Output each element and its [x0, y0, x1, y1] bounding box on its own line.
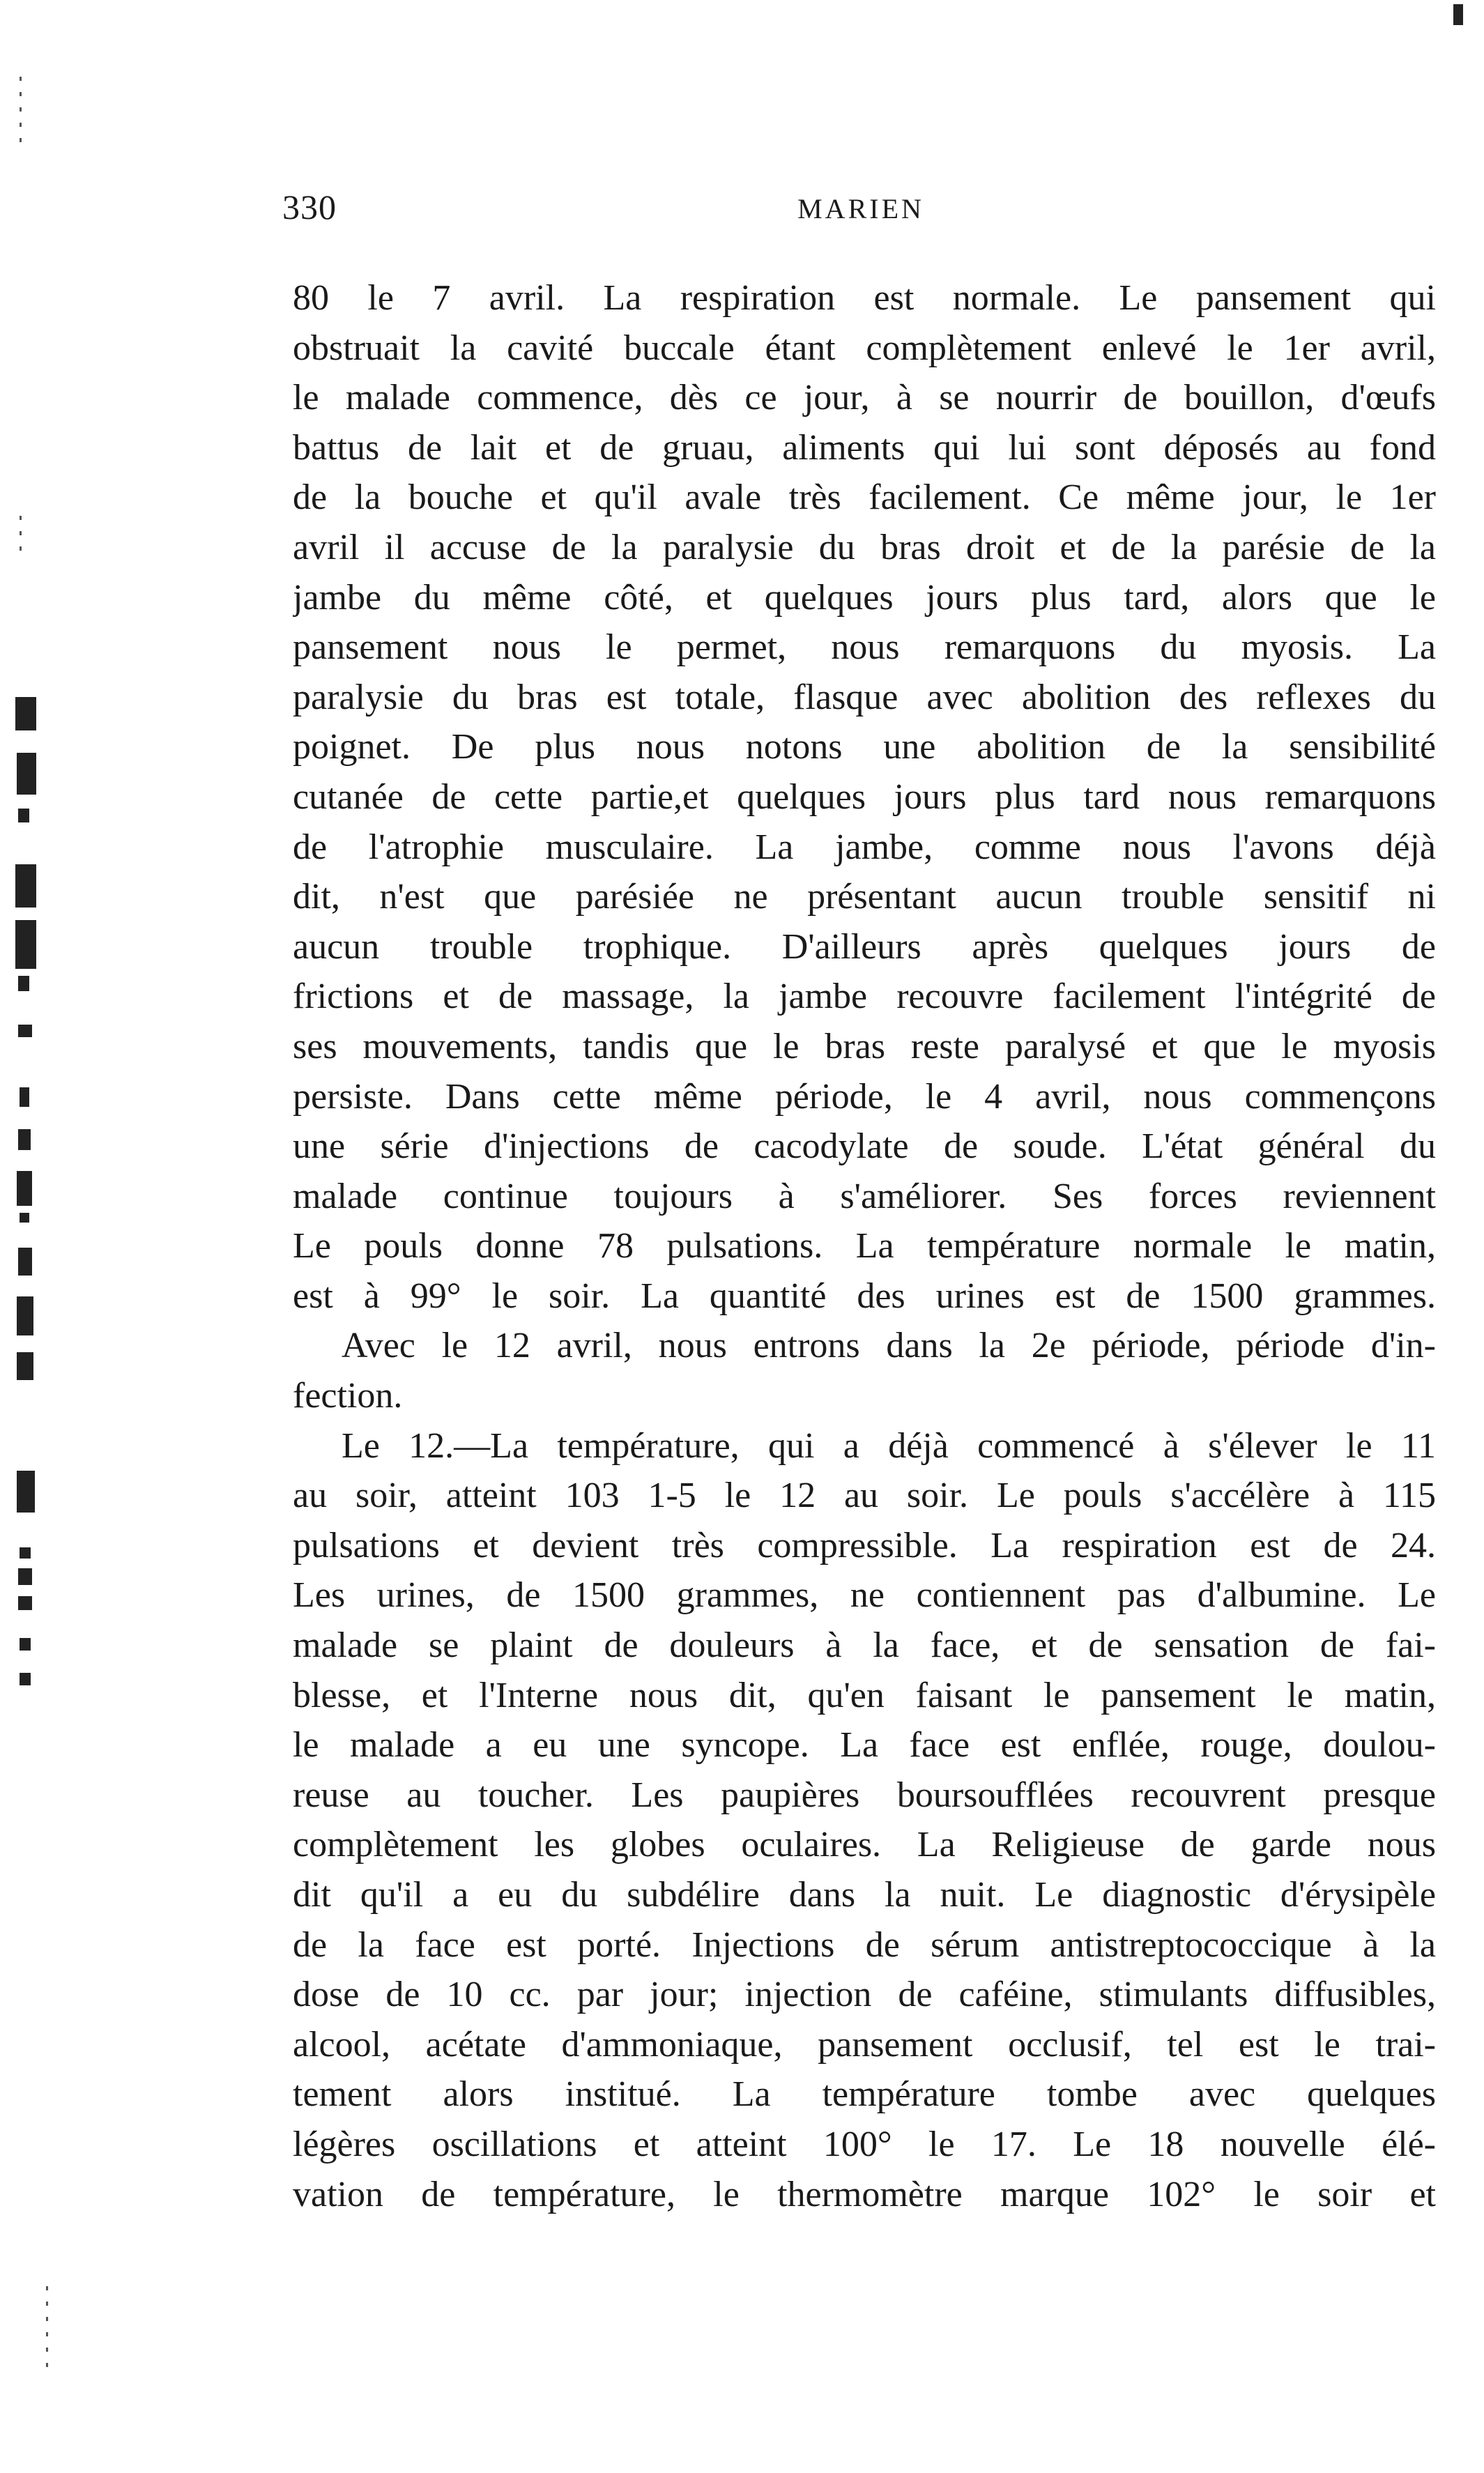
margin-bleed-mark — [18, 1129, 31, 1150]
text-line: battus de lait et de gruau, aliments qui lui sont déposés au fond — [293, 427, 1436, 468]
text-line: avril il accuse de la paralysie du bras droit et de la parésie de la — [293, 527, 1436, 567]
text-line: Le pouls donne 78 pulsations. La température normale le matin, — [293, 1226, 1436, 1266]
corner-scan-mark — [1453, 4, 1463, 25]
text-line: Les urines, de 1500 grammes, ne contiennent pas d'albumine. Le — [293, 1575, 1436, 1616]
margin-bleed-mark — [17, 1296, 33, 1335]
text-line: reuse au toucher. Les paupières boursoufflées recouvrent presque — [293, 1775, 1436, 1815]
text-line: dit, n'est que parésiée ne présentant aucun trouble sensitif ni — [293, 877, 1436, 917]
text-line: est à 99° le soir. La quantité des urines est de 1500 grammes. — [293, 1276, 1436, 1316]
margin-bleed-mark — [20, 1213, 29, 1223]
text-line: de la face est porté. Injections de sérum antistreptococcique à la — [293, 1924, 1436, 1965]
page-header — [282, 187, 1439, 236]
text-line: de l'atrophie musculaire. La jambe, comme nous l'avons déjà — [293, 827, 1436, 867]
text-line: tement alors institué. La température tombe avec quelques — [293, 2074, 1436, 2115]
text-line: vation de température, le thermomètre marque 102° le soir et — [293, 2174, 1436, 2214]
body-text — [293, 273, 1436, 2219]
text-line: complètement les globes oculaires. La Religieuse de garde nous — [293, 1825, 1436, 1865]
text-line: dit qu'il a eu du subdélire dans la nuit. Le diagnostic d'érysipèle — [293, 1875, 1436, 1915]
margin-bleed-mark — [18, 1025, 32, 1037]
text-line: pulsations et devient très compressible. La respiration est de 24. — [293, 1525, 1436, 1565]
text-line: aucun trouble trophique. D'ailleurs après quelques jours de — [293, 926, 1436, 967]
text-line: au soir, atteint 103 1-5 le 12 au soir. Le pouls s'accélère à 115 — [293, 1476, 1436, 1516]
margin-bleed-mark — [18, 1596, 32, 1610]
margin-scan-marks-bottom — [46, 2286, 48, 2370]
page-number: 330 — [282, 187, 337, 227]
margin-bleed-mark — [20, 1087, 29, 1107]
text-line: blesse, et l'Interne nous dit, qu'en faisant le pansement le matin, — [293, 1675, 1436, 1715]
margin-bleed-mark — [17, 753, 36, 795]
paragraph-end-line: fection. — [293, 1376, 403, 1416]
margin-bleed-mark — [17, 1471, 35, 1513]
text-line: persiste. Dans cette même période, le 4 avril, nous commençons — [293, 1076, 1436, 1117]
text-line: alcool, acétate d'ammoniaque, pansement occlusif, tel est le trai- — [293, 2024, 1436, 2065]
text-line: jambe du même côté, et quelques jours plus tard, alors que le — [293, 577, 1436, 618]
text-line: le malade a eu une syncope. La face est enflée, rouge, doulou- — [293, 1725, 1436, 1766]
paragraph-start-line: Avec le 12 avril, nous entrons dans la 2e période, période d'in- — [342, 1326, 1436, 1366]
text-line: de la bouche et qu'il avale très facilement. Ce même jour, le 1er — [293, 477, 1436, 518]
text-line: obstruait la cavité buccale étant complètement enlevé le 1er avril, — [293, 328, 1436, 368]
text-line: cutanée de cette partie,et quelques jours plus tard nous remarquons — [293, 776, 1436, 817]
margin-bleed-mark — [18, 1568, 32, 1585]
text-line: malade continue toujours à s'améliorer. Ses forces reviennent — [293, 1176, 1436, 1216]
text-line: le malade commence, dès ce jour, à se nourrir de bouillon, d'œufs — [293, 378, 1436, 418]
running-title: MARIEN — [797, 193, 924, 224]
margin-bleed-mark — [20, 1547, 31, 1559]
text-line: paralysie du bras est totale, flasque avec abolition des reflexes du — [293, 677, 1436, 717]
margin-bleed-mark — [15, 920, 36, 969]
margin-bleed-mark — [20, 1673, 31, 1685]
text-line: 80 le 7 avril. La respiration est normale. Le pansement qui — [293, 278, 1436, 318]
margin-scan-marks-top — [20, 77, 22, 153]
margin-bleed-mark — [20, 1638, 31, 1651]
text-line: malade se plaint de douleurs à la face, et de sensation de fai- — [293, 1625, 1436, 1666]
text-line: légères oscillations et atteint 100° le 17. Le 18 nouvelle élé- — [293, 2124, 1436, 2164]
margin-bleed-mark — [17, 1171, 32, 1206]
margin-bleed-mark — [15, 697, 36, 730]
text-line: dose de 10 cc. par jour; injection de caféine, stimulants diffusibles, — [293, 1975, 1436, 2015]
text-line: poignet. De plus nous notons une abolition de la sensibilité — [293, 727, 1436, 767]
text-line: ses mouvements, tandis que le bras reste paralysé et que le myosis — [293, 1026, 1436, 1066]
text-line: frictions et de massage, la jambe recouvre facilement l'intégrité de — [293, 977, 1436, 1017]
margin-scan-marks-mid — [20, 516, 22, 558]
margin-bleed-mark — [17, 1352, 33, 1380]
margin-bleed-mark — [18, 1248, 32, 1276]
paragraph-start-line: Le 12.—La température, qui a déjà commencé à s'élever le 11 — [342, 1425, 1436, 1466]
margin-bleed-mark — [15, 864, 36, 908]
text-line: pansement nous le permet, nous remarquons du myosis. La — [293, 627, 1436, 668]
margin-bleed-mark — [18, 976, 29, 991]
text-line: une série d'injections de cacodylate de soude. L'état général du — [293, 1126, 1436, 1167]
margin-bleed-mark — [18, 809, 29, 822]
